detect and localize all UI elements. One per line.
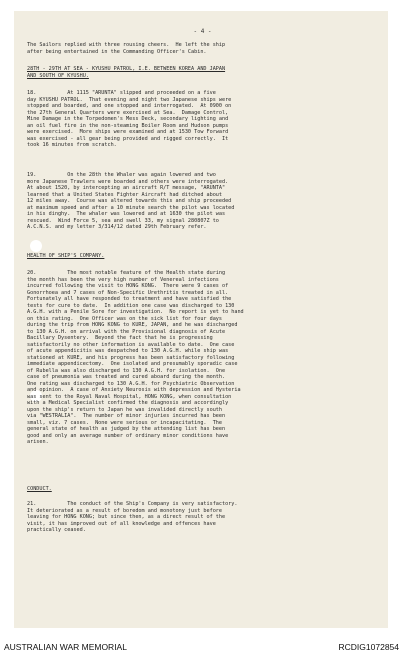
paragraph-20: 20. The most notable feature of the Health state during the month has been the very high number of Venereal infections incurred following the visit to HONG KONG. There were 9 cases of Gonorrhoea and 7 cases of Non-Specific Urethritis treated in all. Fortunately all have responded to treatment and have satisfied the tests for cure to date. In addition one case was discharged to 130 A.G.H. with a Penile Sore for investigation. No report is yet to hand on this rating. One Officer was on the sick list for four days during the trip from HONG KONG to KURE, JAPAN, and he was discharged to 130 A.G.H. on arrival with the Provisional diagnosis of Acute Bacillary Dysentery. Beyond the fact that he is progressing satisfactorily no other information is available to date. One case of acute appendicitis was despatched to 130 A.G.H. while ship was stationed at KURE, and his progress has been satisfactory following immediate appendicectomy. One isolated and presumably sporadic case of Rubella was also discharged to 130 A.G.H. for isolation. One case of pneumonia was treated and cured aboard during the month. One rating was discharged to 130 A.G.H. for Psychiatric Observation and opinion. A case of Anxiety Neurosis with depression and Hysteria was sent to the Royal Naval Hospital, HONG KONG, when consultation with a Medical Specialist confirmed the diagnosis and accordingly upon the ship's return to Japan he was invalided directly south via "WESTRALIA". The number of minor injuries incurred has been small, viz. 7 cases. None were serious or incapacitating. The general state of health as judged by the attending list has been good and only an average number of ordinary minor conditions have arisen. (27, 270, 244, 445)
heading-kyushu-patrol: 28TH - 29TH AT SEA - KYUSHU PATROL, I.E. BETWEEN KOREA AND JAPAN AND SOUTH OF KYUSHU. (27, 66, 226, 79)
paragraph-18: 18. At 1115 "ARUNTA" slipped and proceeded on a five day KYUSHU PATROL. That evening and night two Japanese ships were stopped and boarded, and one stopped and interrogated. At 0900 on the 27th General Quarters were exercised at Sea. Damage Control, Mine Damage in the Torpedomen's Mess Deck, secondary lighting and an oil fuel fire in the non-steaming Boiler Room and Hudson pumps were exercised. More ships were examined and at 1530 Tow Forward was exercised - all gear being provided and rigged correctly. It took 16 minutes from scratch. (27, 90, 232, 148)
punch-hole-upper (30, 240, 42, 252)
heading-conduct: CONDUCT. (27, 486, 52, 492)
intro-text: The Sailors replied with three rousing cheers. He left the ship after being entertained in the Commanding Officer's Cabin. (27, 42, 226, 55)
page-number: - 4 - (193, 28, 212, 35)
institution-name: AUSTRALIAN WAR MEMORIAL (4, 642, 127, 652)
heading-health: HEALTH OF SHIP'S COMPANY. (27, 253, 105, 259)
paragraph-19: 19. On the 28th the Whaler was again lowered and two more Japanese Trawlers were boarded and others were interrogated. At about 1520, by intercepting an aircraft R/T message, "ARUNTA" learned that a United States Fighter Aircraft had ditched about 12 miles away. Course was altered towards this and ship proceeded at maximum speed and after a 10 minute search the pilot was located in his dinghy. The whaler was lowered and at 1630 the pilot was rescued. Wind Force 5, sea and swell 33, my signal 280807Z to A.C.N.S. and my letter 3/314/12 dated 29th February refer. (27, 172, 235, 230)
paragraph-21: 21. The conduct of the Ship's Company is very satisfactory. It deteriorated as a result of boredom and monotony just before leaving for HONG KONG; but since then, as a direct result of the visit, it has improved out of all knowledge and offences have practically ceased. (27, 501, 238, 533)
archive-footer (4, 642, 399, 656)
record-id: RCDIG1072854 (338, 642, 399, 652)
